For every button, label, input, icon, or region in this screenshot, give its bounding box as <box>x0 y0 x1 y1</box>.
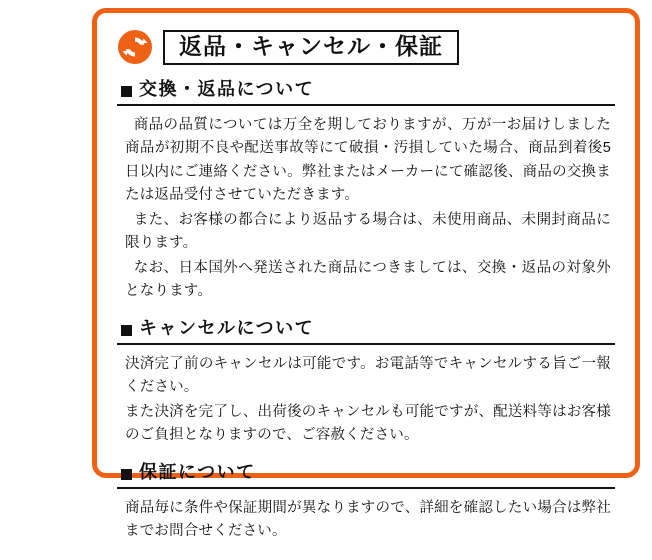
section-heading-row <box>117 314 615 345</box>
square-bullet-icon <box>121 325 132 336</box>
policy-title-row <box>117 29 617 65</box>
section-exchange-return <box>115 75 617 304</box>
policy-panel-inner <box>97 13 635 560</box>
section-heading: 保証について <box>139 461 256 482</box>
refresh-circular-arrows-icon <box>117 29 153 65</box>
section-body <box>115 497 617 544</box>
section-heading: 交換・返品について <box>139 79 315 99</box>
policy-panel <box>92 8 640 540</box>
paragraph: また、お客様の都合により返品する場合は、未使用商品、未開封商品に限ります。 <box>125 211 611 252</box>
square-bullet-icon <box>121 86 132 97</box>
paragraph: 商品毎に条件や保証期間が異なりますので、詳細を確認したい場合は弊社までお問合せください。 <box>125 499 611 540</box>
section-body <box>115 114 617 304</box>
section-body <box>115 353 617 448</box>
section-heading-row <box>117 75 615 106</box>
policy-title-box <box>163 30 459 65</box>
section-heading: キャンセルについて <box>139 317 315 338</box>
square-bullet-icon <box>121 469 132 480</box>
section-warranty <box>115 458 617 544</box>
page-title: 返品・キャンセル・保証 <box>179 32 443 59</box>
paragraph: また決済を完了し、出荷後のキャンセルも可能ですが、配送料等はお客様のご負担となりますので、ご容赦ください。 <box>125 403 611 444</box>
section-heading-row <box>117 458 615 489</box>
section-cancellation <box>115 314 617 448</box>
paragraph: なお、日本国外へ発送された商品につきましては、交換・返品の対象外となります。 <box>125 259 611 300</box>
paragraph: 決済完了前のキャンセルは可能です。お電話等でキャンセルする旨ご一報ください。 <box>125 355 611 396</box>
paragraph: 商品の品質については万全を期しておりますが、万が一お届けしました商品が初期不良や配送事故等にて破損・汚損していた場合、商品到着後5日以内にご連絡ください。弊社またはメーカーにて確認後、商品の交換または返品受付させていただきます。 <box>125 117 611 204</box>
